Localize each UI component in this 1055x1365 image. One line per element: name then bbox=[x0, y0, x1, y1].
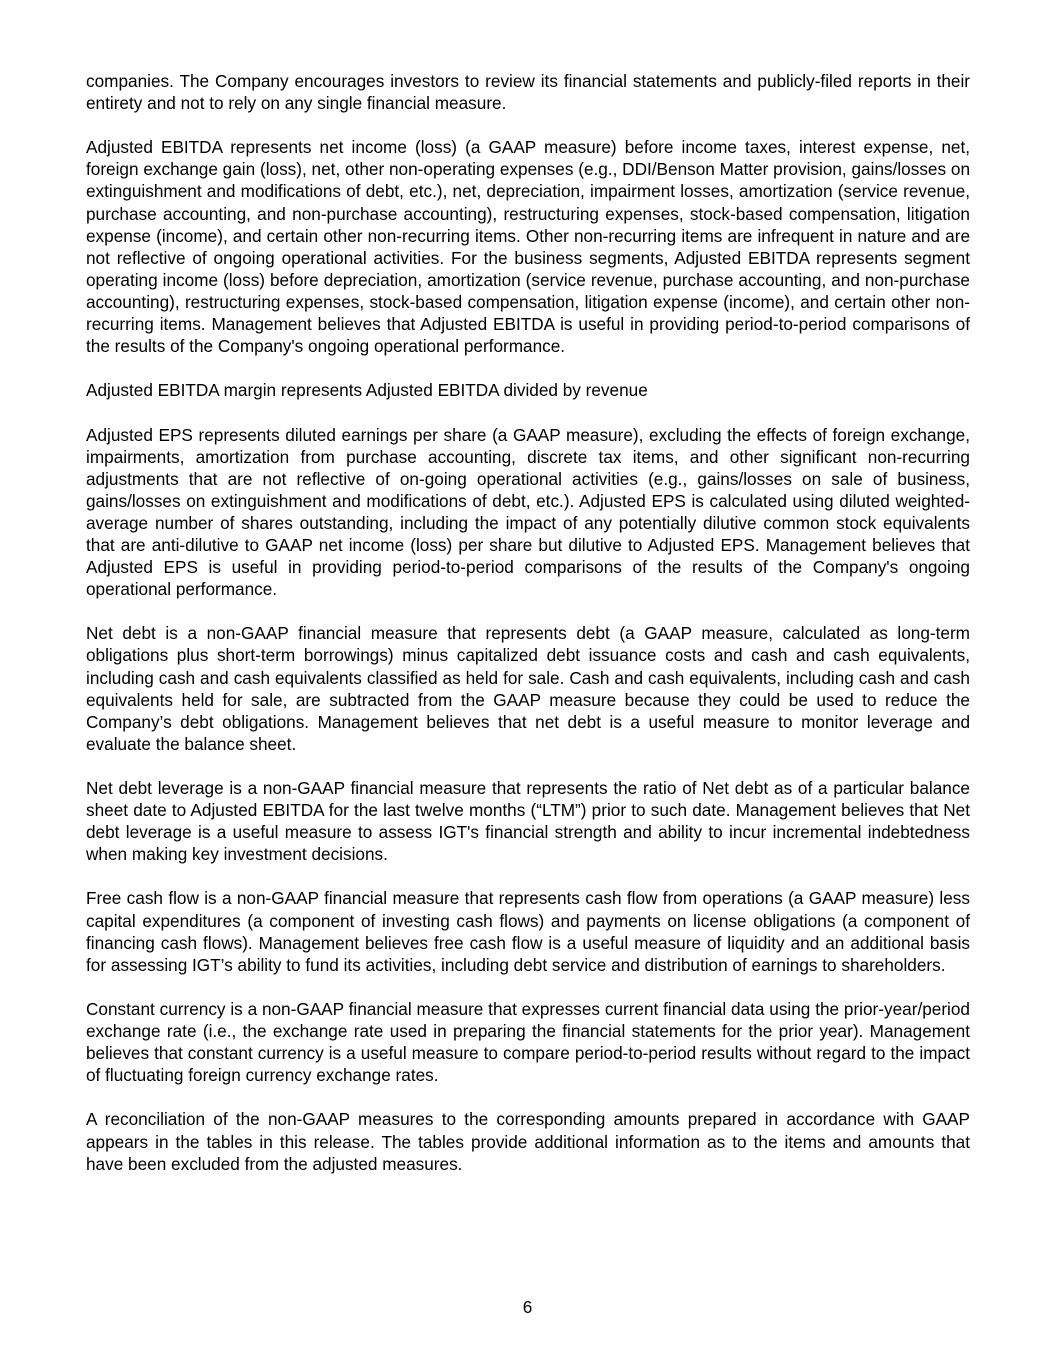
paragraph-net-debt-leverage: Net debt leverage is a non-GAAP financial measure that represents the ratio of Net debt as of a particular balance sheet date to Adjusted EBITDA for the last twelve months (“LTM”) prior to such date. Management believes that Net debt leverage is a useful measure to assess IGT's financial strength and ability to incur incremental indebtedness when making key investment decisions. bbox=[86, 778, 970, 865]
paragraph-adjusted-ebitda-margin: Adjusted EBITDA margin represents Adjusted EBITDA divided by revenue bbox=[86, 380, 648, 401]
paragraph-reconciliation: A reconciliation of the non-GAAP measures to the corresponding amounts prepared in accordance with GAAP appears in the tables in this release. The tables provide additional information as to the items and amounts that have been excluded from the adjusted measures. bbox=[86, 1109, 970, 1174]
paragraph-intro-continuation: companies. The Company encourages investors to review its financial statements and publicly-filed reports in their entirety and not to rely on any single financial measure. bbox=[86, 71, 970, 114]
paragraph-adjusted-ebitda: Adjusted EBITDA represents net income (loss) (a GAAP measure) before income taxes, interest expense, net, foreign exchange gain (loss), net, other non-operating expenses (e.g., DDI/Benson Matter provision, gains/losses on extinguishment and modifications of debt, etc.), net, depreciation, impairment losses, amortization (service revenue, purchase accounting, and non-purchase accounting), restructuring expenses, stock-based compensation, litigation expense (income), and certain other non-recurring items. Other non-recurring items are infrequent in nature and are not reflective of ongoing operational activities. For the business segments, Adjusted EBITDA represents segment operating income (loss) before depreciation, amortization (service revenue, purchase accounting, and non-purchase accounting), restructuring expenses, stock-based compensation, litigation expense (income), and certain other non-recurring items. Management believes that Adjusted EBITDA is useful in providing period-to-period comparisons of the results of the Company's ongoing operational performance. bbox=[86, 137, 970, 357]
paragraph-constant-currency: Constant currency is a non-GAAP financial measure that expresses current financial data using the prior-year/period exchange rate (i.e., the exchange rate used in preparing the financial statements for the prior year). Management believes that constant currency is a useful measure to compare period-to-period results without regard to the impact of fluctuating foreign currency exchange rates. bbox=[86, 998, 970, 1086]
paragraph-net-debt: Net debt is a non-GAAP financial measure that represents debt (a GAAP measure, calculated as long-term obligations plus short-term borrowings) minus capitalized debt issuance costs and cash and cash equivalents, including cash and cash equivalents classified as held for sale. Cash and cash equivalents, including cash and cash equivalents held for sale, are subtracted from the GAAP measure because they could be used to reduce the Company’s debt obligations. Management believes that net debt is a useful measure to monitor leverage and evaluate the balance sheet. bbox=[86, 623, 970, 754]
paragraph-adjusted-eps: Adjusted EPS represents diluted earnings per share (a GAAP measure), excluding the effects of foreign exchange, impairments, amortization from purchase accounting, discrete tax items, and other significant non-recurring adjustments that are not reflective of on-going operational activities (e.g., gains/losses on sale of business, gains/losses on extinguishment and modifications of debt, etc.). Adjusted EPS is calculated using diluted weighted-average number of shares outstanding, including the impact of any potentially dilutive common stock equivalents that are anti-dilutive to GAAP net income (loss) per share but dilutive to Adjusted EPS. Management believes that Adjusted EPS is useful in providing period-to-period comparisons of the results of the Company's ongoing operational performance. bbox=[86, 424, 970, 600]
paragraph-free-cash-flow: Free cash flow is a non-GAAP financial measure that represents cash flow from operations (a GAAP measure) less capital expenditures (a component of investing cash flows) and payments on license obligations (a component of financing cash flows). Management believes free cash flow is a useful measure of liquidity and an additional basis for assessing IGT’s ability to fund its activities, including debt service and distribution of earnings to shareholders. bbox=[86, 888, 970, 975]
document-body bbox=[86, 70, 970, 1197]
page-number: 6 bbox=[522, 1297, 533, 1317]
